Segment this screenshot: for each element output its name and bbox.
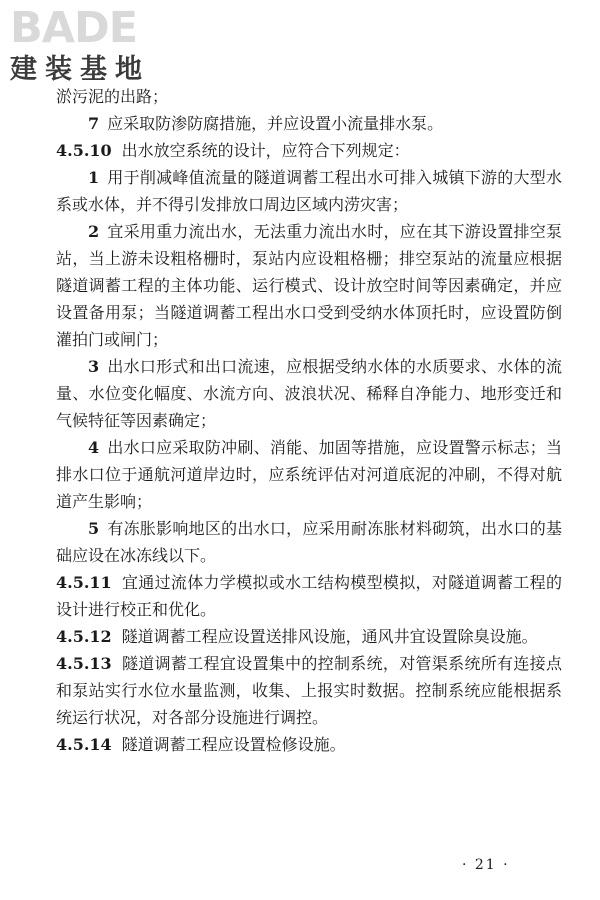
item-text: 宜采用重力流出水，无法重力流出水时，应在其下游设置排空泵站，当上游未设粗格栅时，泵站内应设粗格栅；排空泵站的流量应根据隧道调蓄工程的主体功能、运行模式、设计放空时间等因素确定，并应设置备用泵；当隧道调蓄工程出水口受到受纳水体顶托时，应设置防倒灌拍门或闸门； bbox=[56, 222, 562, 349]
item-number: 7 bbox=[88, 114, 100, 133]
clause bbox=[56, 137, 562, 164]
clause bbox=[56, 623, 562, 650]
item-text: 出水口形式和出口流速，应根据受纳水体的水质要求、水体的流量、水位变化幅度、水流方向、波浪状况、稀释自净能力、地形变迁和气候特征等因素确定； bbox=[56, 357, 562, 430]
clause bbox=[56, 731, 562, 758]
clause-number: 4.5.10 bbox=[56, 141, 112, 160]
document-body bbox=[56, 83, 562, 758]
clause-number: 4.5.11 bbox=[56, 573, 112, 592]
list-item bbox=[56, 110, 562, 137]
item-number: 4 bbox=[88, 438, 100, 457]
clause bbox=[56, 569, 562, 623]
clause-text: 出水放空系统的设计，应符合下列规定： bbox=[121, 141, 410, 160]
item-number: 2 bbox=[88, 222, 100, 241]
clause-number: 4.5.14 bbox=[56, 735, 112, 754]
clause-number: 4.5.13 bbox=[56, 654, 112, 673]
item-number: 1 bbox=[88, 168, 100, 187]
list-item bbox=[56, 353, 562, 434]
watermark-cjk-text: 建装基地 bbox=[10, 54, 150, 85]
list-item bbox=[56, 515, 562, 569]
continuation-line bbox=[56, 83, 562, 110]
watermark-logo bbox=[8, 4, 178, 90]
item-text: 用于削减峰值流量的隧道调蓄工程出水可排入城镇下游的大型水系或水体，并不得引发排放口周边区域内涝灾害； bbox=[56, 168, 562, 214]
page-number: · 21 · bbox=[462, 857, 510, 873]
list-item bbox=[56, 218, 562, 353]
item-text: 出水口应采取防冲刷、消能、加固等措施，应设置警示标志；当排水口位于通航河道岸边时，应系统评估对河道底泥的冲刷，不得对航道产生影响； bbox=[56, 438, 562, 511]
clause-text: 隧道调蓄工程应设置送排风设施，通风井宜设置除臭设施。 bbox=[121, 627, 538, 646]
item-text: 应采取防渗防腐措施，并应设置小流量排水泵。 bbox=[107, 114, 444, 133]
clause-text: 隧道调蓄工程宜设置集中的控制系统，对管渠系统所有连接点和泵站实行水位水量监测，收集、上报实时数据。控制系统应能根据系统运行状况，对各部分设施进行调控。 bbox=[56, 654, 562, 727]
clause bbox=[56, 650, 562, 731]
paragraph-text: 淤污泥的出路； bbox=[56, 87, 169, 106]
clause-number: 4.5.12 bbox=[56, 627, 112, 646]
item-number: 5 bbox=[88, 519, 100, 538]
item-text: 有冻胀影响地区的出水口，应采用耐冻胀材料砌筑，出水口的基础应设在冰冻线以下。 bbox=[56, 519, 562, 565]
list-item bbox=[56, 164, 562, 218]
clause-text: 隧道调蓄工程应设置检修设施。 bbox=[121, 735, 346, 754]
list-item bbox=[56, 434, 562, 515]
clause-text: 宜通过流体力学模拟或水工结构模型模拟，对隧道调蓄工程的设计进行校正和优化。 bbox=[56, 573, 562, 619]
watermark-latin-text: BADE bbox=[10, 3, 138, 53]
item-number: 3 bbox=[88, 357, 100, 376]
